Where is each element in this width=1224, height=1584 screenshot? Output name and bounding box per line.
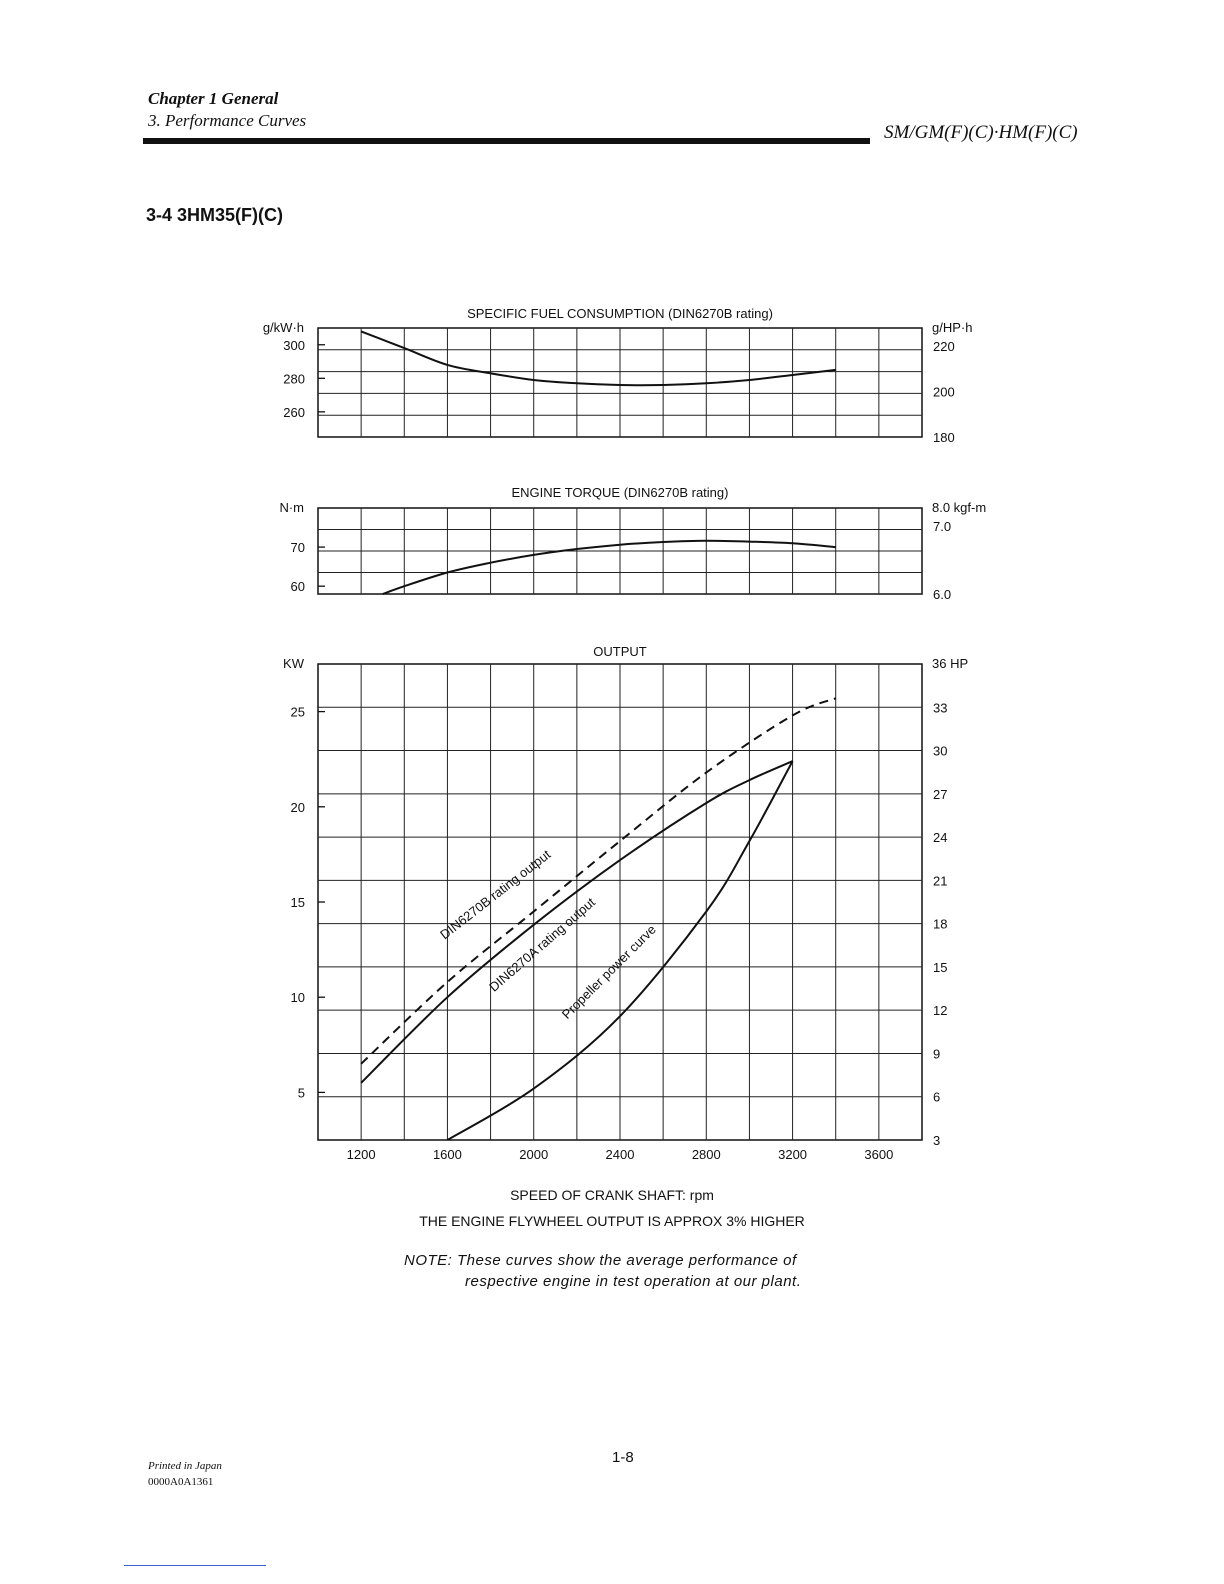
panel0-ytick-left: 260	[283, 404, 305, 420]
panel0-ylabel-left: g/kW·h	[262, 320, 304, 335]
panel2-ytick-right: 3	[933, 1133, 941, 1148]
x-tick-label: 2400	[605, 1147, 635, 1162]
panel0-ytick-left: 280	[283, 371, 305, 387]
footer-link-line	[124, 1565, 266, 1566]
panel2-ylabel-right: 36 HP	[932, 656, 969, 671]
printed-in-label: Printed in Japan	[148, 1460, 222, 1472]
panel2-ytick-right: 24	[933, 830, 948, 846]
panel1-ytick-left: 70	[290, 540, 305, 556]
panel0-title: SPECIFIC FUEL CONSUMPTION (DIN6270B rating)	[467, 306, 773, 321]
section-heading: 3. Performance Curves	[148, 111, 307, 130]
panel2-ytick-left: 15	[290, 895, 305, 910]
panel0-ytick-right: 220	[933, 339, 955, 354]
panel1-ylabel-right: 8.0 kgf-m	[932, 500, 987, 515]
page-title: 3-4 3HM35(F)(C)	[146, 205, 284, 225]
panel2-ytick-right: 6	[933, 1089, 941, 1105]
panel2-ytick-right: 12	[933, 1003, 948, 1019]
panel2-ytick-left: 5	[297, 1085, 305, 1101]
note-line-2: respective engine in test operation at our plant.	[465, 1273, 802, 1290]
panel0-ylabel-right: g/HP·h	[932, 320, 973, 335]
panel1-series-0	[383, 541, 836, 594]
panel0-ytick-right: 180	[933, 430, 955, 445]
panel2-ytick-right: 18	[933, 916, 948, 932]
x-tick-label: 2000	[519, 1147, 549, 1162]
panel0-series-0	[361, 331, 836, 385]
x-tick-label: 2800	[691, 1147, 721, 1162]
panel2-ytick-right: 21	[933, 873, 948, 889]
series-label: Propeller power curve	[558, 921, 659, 1022]
x-tick-label: 3200	[778, 1147, 808, 1162]
chapter-heading: Chapter 1 General	[148, 89, 279, 108]
page-number: 1-8	[612, 1449, 634, 1466]
document-code: 0000A0A1361	[148, 1476, 214, 1488]
series-label: DIN6270A rating output	[486, 894, 598, 995]
panel2-ytick-right: 9	[933, 1046, 941, 1062]
panel1-ylabel-left: N·m	[279, 500, 304, 515]
speed-caption: SPEED OF CRANK SHAFT: rpm	[510, 1187, 714, 1203]
note-line-1: NOTE: These curves show the average performance of	[404, 1252, 797, 1269]
panel1-title: ENGINE TORQUE (DIN6270B rating)	[511, 485, 729, 500]
x-tick-label: 3600	[864, 1147, 894, 1162]
panel2-title: OUTPUT	[593, 644, 647, 659]
x-tick-label: 1200	[346, 1147, 376, 1162]
panel2-ytick-right: 30	[933, 743, 948, 759]
panel2-ytick-right: 27	[933, 786, 948, 802]
panel2-ytick-right: 15	[933, 959, 948, 975]
panel1-ytick-left: 60	[290, 579, 305, 595]
panel0-ytick-left: 300	[283, 337, 305, 353]
panel1-ytick-right: 7.0	[933, 519, 952, 534]
series-label: DIN6270B rating output	[437, 846, 554, 943]
panel2-ytick-left: 25	[290, 704, 305, 720]
x-tick-label: 1600	[432, 1147, 462, 1162]
flywheel-caption: THE ENGINE FLYWHEEL OUTPUT IS APPROX 3% HIGHER	[419, 1213, 805, 1229]
panel2-ylabel-left: KW	[283, 656, 304, 671]
panel2-ytick-left: 20	[290, 799, 305, 815]
model-series-heading: SM/GM(F)(C)·HM(F)(C)	[884, 122, 1078, 143]
panel2-ytick-left: 10	[290, 990, 305, 1006]
panel1-ytick-right: 6.0	[933, 587, 952, 602]
panel2-series-0	[361, 698, 836, 1064]
panel0-ytick-right: 200	[933, 384, 955, 400]
panel2-ytick-right: 33	[933, 700, 948, 716]
